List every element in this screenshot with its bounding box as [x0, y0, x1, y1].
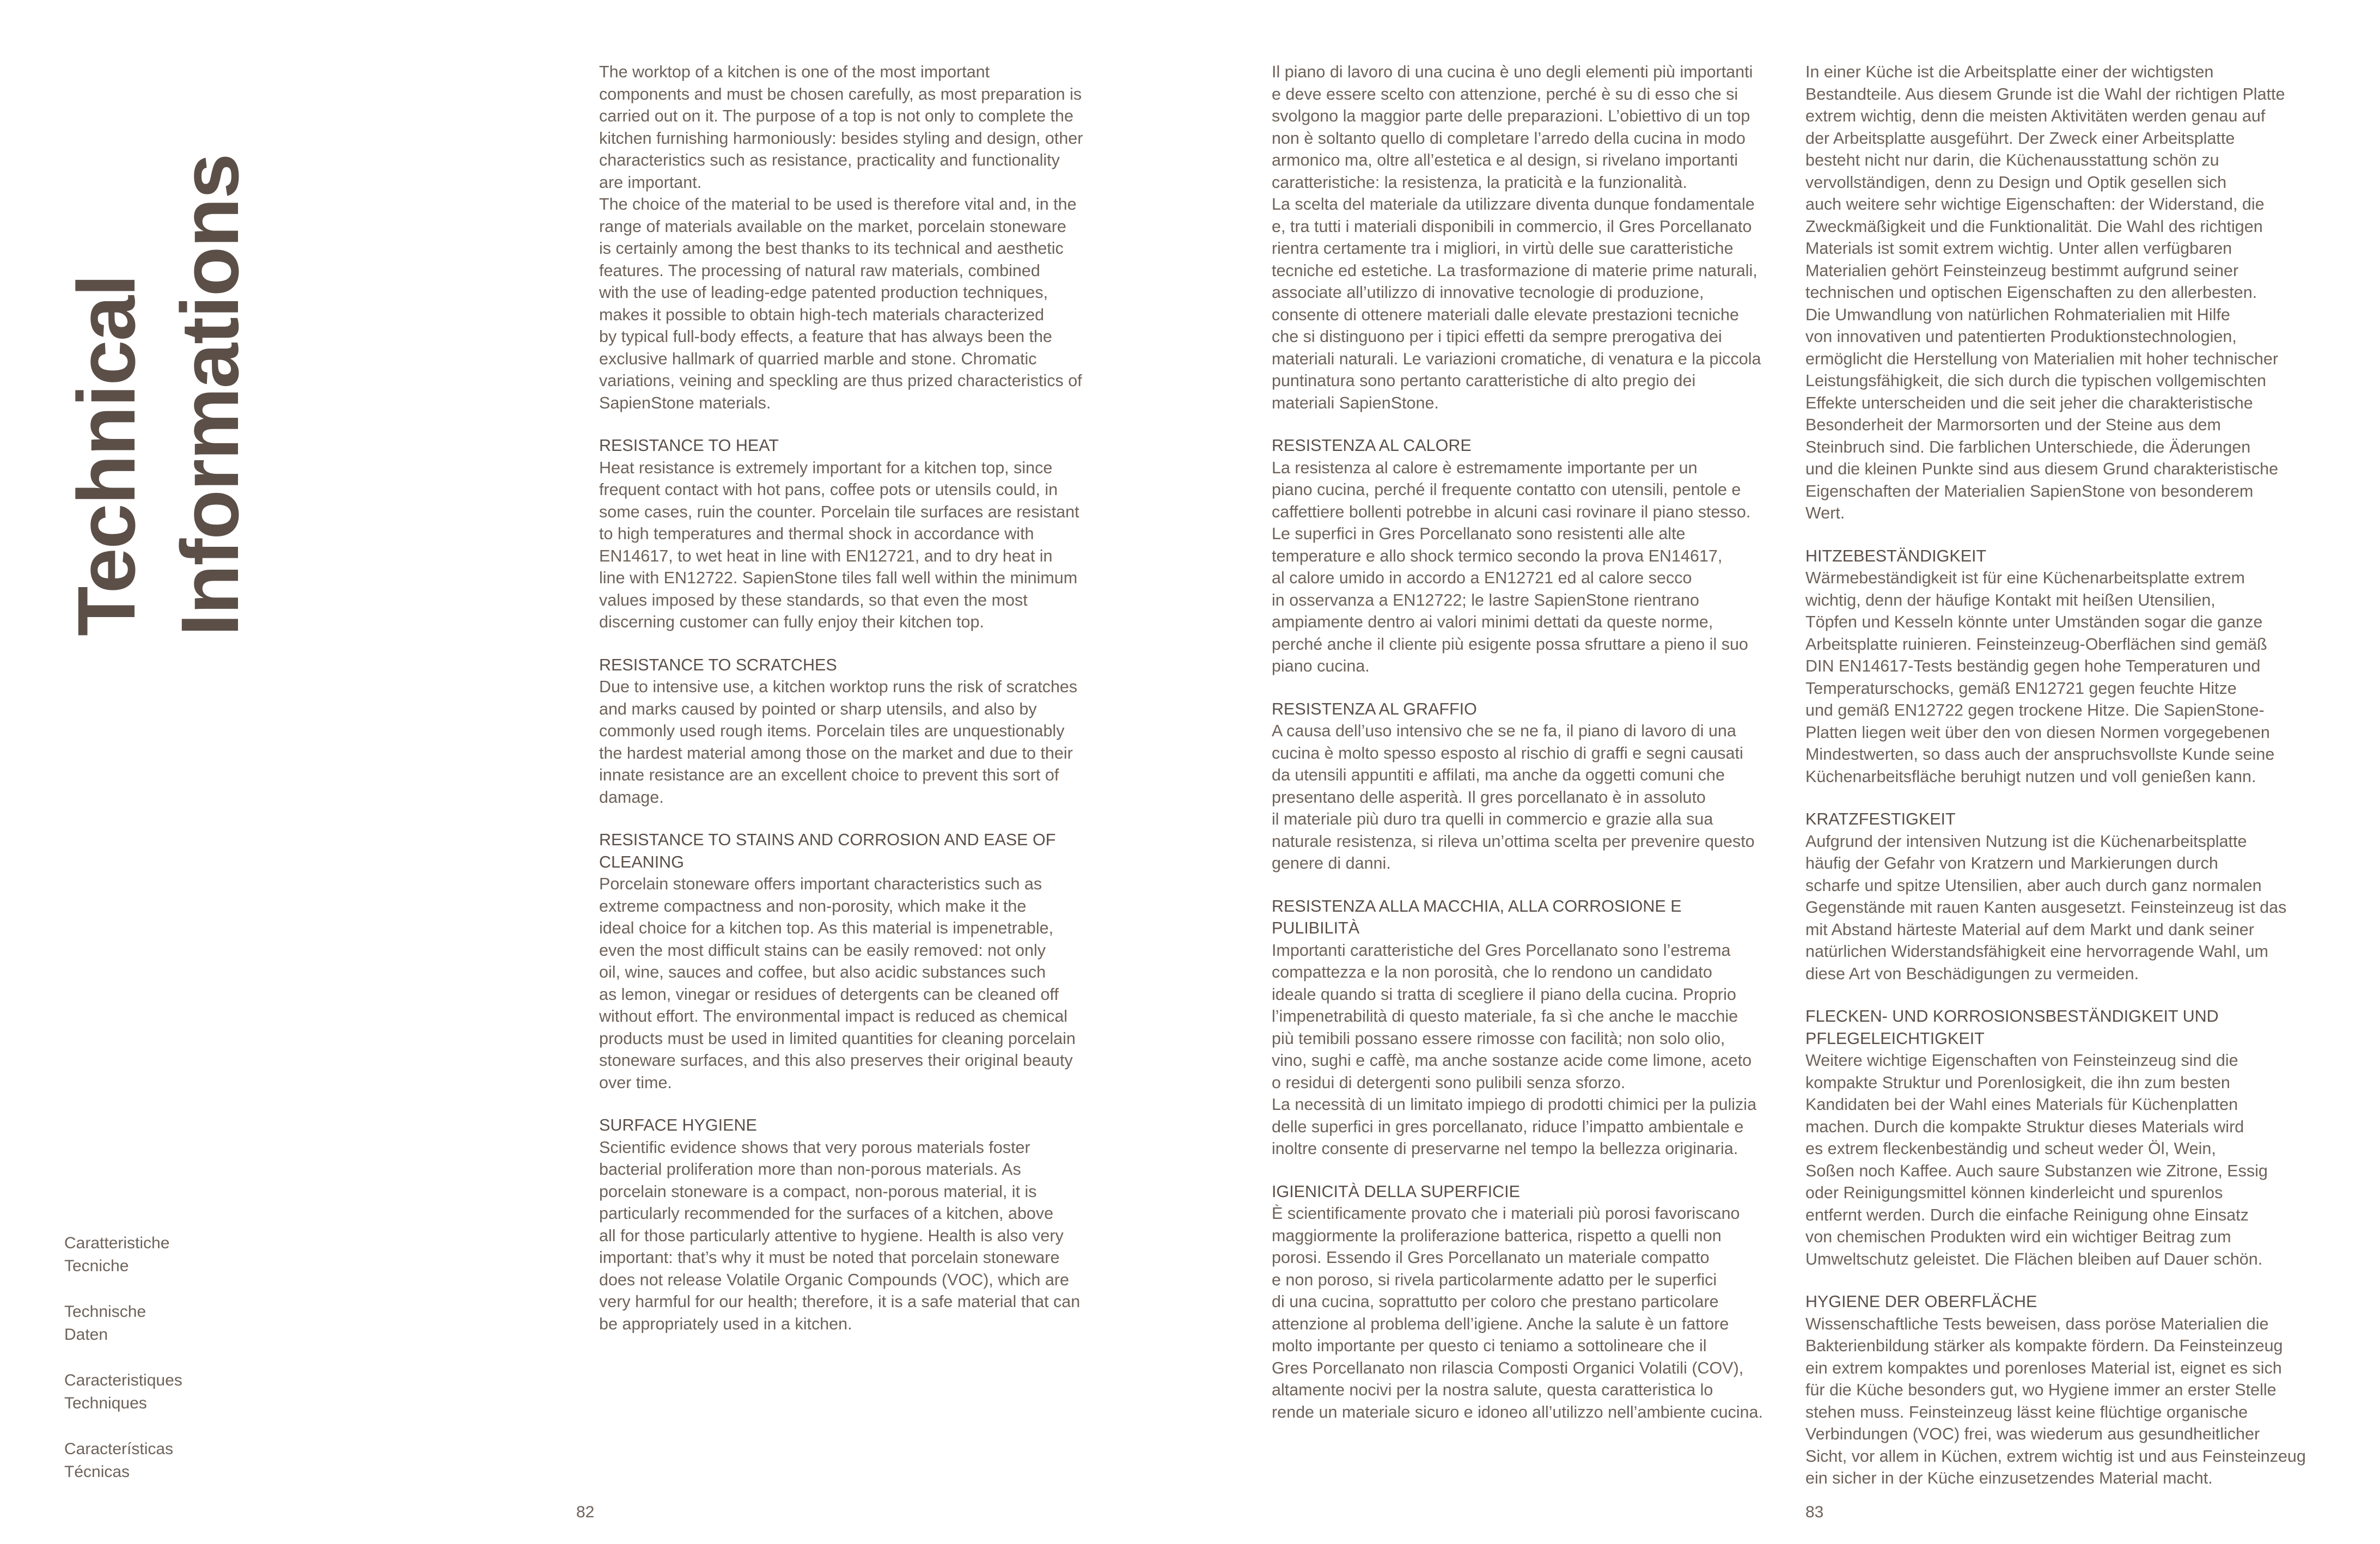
title-line-2: Informations: [164, 154, 255, 636]
section-body: Due to intensive use, a kitchen worktop runs the risk of scratches and marks caused by pointed or sharp utensils, and also by commonly used rough items. Porcelain tiles are unquestionably the hardest material among those on the market and due to their innate resistance are an excellent choice to prevent this sort of damage.: [599, 678, 1078, 807]
english-intro: The worktop of a kitchen is one of the most important components and must be chosen carefully, as most preparation is carried out on it. The purpose of a top is not only to complete the kitchen furnishing harmoniously: besides styling and design, other characteristics such as resistance, practicality and functionality are important. The choice of the material to be used is therefore vital and, in the range of materials available on the market, porcelain stoneware is certainly among the best thanks to its technical and aesthetic features. The processing of natural raw materials, combined with the use of leading-edge patented production techniques, makes it possible to obtain high-tech materials characterized by typical full-body effects, a feature that has always been the exclusive hallmark of quarried marble and stone. Chromatic variations, veining and speckling are thus prized characteristics of SapienStone materials.: [599, 63, 1083, 412]
german-column: [1805, 61, 2312, 1490]
page-number-left: 82: [576, 1503, 595, 1521]
section-heading: HYGIENE DER OBERFLÄCHE: [1805, 1292, 2037, 1311]
language-french: Caracteristiques Techniques: [64, 1371, 182, 1412]
page-number-right: 83: [1805, 1503, 1824, 1521]
section-heading: KRATZFESTIGKEIT: [1805, 810, 1956, 828]
section-body: La resistenza al calore è estremamente importante per un piano cucina, perché il frequente contatto con utensili, pentole e caffettiere bollenti potrebbe in alcuni casi rovinare il piano stesso. Le superfici in Gres Porcellanato sono resistenti alle alte temperature e allo shock termico secondo la prova EN14617, al calore umido in accordo a EN12721 ed al calore secco in osservanza a EN12722; le lastre SapienStone rientrano ampiamente dentro ai valori minimi dettati da queste norme, perché anche il cliente più esigente possa sfruttare a pieno il suo piano cucina.: [1272, 458, 1751, 675]
vertical-title: [54, 59, 255, 636]
section-heading: RESISTANCE TO STAINS AND CORROSION AND EASE OF CLEANING: [599, 831, 1056, 871]
section-heading: RESISTENZA AL CALORE: [1272, 436, 1472, 455]
italian-intro: Il piano di lavoro di una cucina è uno degli elementi più importanti e deve essere scelto con attenzione, perché è su di esso che si svolgono la maggior parte delle preparazioni. L’obiettivo di un top non è soltanto quello di completare l’arredo della cucina in modo armonico ma, oltre all’estetica e al design, si rivelano importanti caratteristiche: la resistenza, la praticità e la funzionalità. La scelta del materiale da utilizzare diventa dunque fondamentale e, tra tutti i materiali disponibili in commercio, il Gres Porcellanato rientra certamente tra i migliori, in virtù delle sue caratteristiche tecniche ed estetiche. La trasformazione di materie prime naturali, associate all’utilizzo di innovative tecnologie di produzione, consente di ottenere materiali dalle elevate prestazioni tecniche che si distinguono per i tipici effetti da sempre prerogativa dei materiali naturali. Le variazioni cromatiche, di venatura e la piccola puntinatura sono pertanto caratteristiche di alto pregio dei materiali SapienStone.: [1272, 63, 1761, 412]
right-page: [1190, 0, 2380, 1544]
language-list: [64, 1232, 239, 1506]
italian-column: [1272, 61, 1778, 1423]
section-body: Wärmebeständigkeit ist für eine Küchenarbeitsplatte extrem wichtig, denn der häufige Kontakt mit heißen Utensilien, Töpfen und Kesseln könnte unter Umständen sogar die ganze Arbeitsplatte ruinieren. Feinsteinzeug-Oberflächen sind gemäß DIN EN14617-Tests beständig gegen hohe Temperaturen und Temperaturschocks, gemäß EN12721 gegen feuchte Hitze und gemäß EN12722 gegen trockene Hitze. Die SapienStone- Platten liegen weit über den von diesen Normen vorgegebenen Mindestwerten, so dass auch der anspruchsvollste Kunde seine Küchenarbeitsfläche beruhigt nutzen und voll genießen kann.: [1805, 569, 2275, 786]
section-body: Scientific evidence shows that very porous materials foster bacterial proliferation more than non-porous materials. As porcelain stoneware is a compact, non-porous material, it is particularly recommended for the surfaces of a kitchen, above all for those particularly attentive to hygiene. Health is also very important: that’s why it must be noted that porcelain stoneware does not release Volatile Organic Compounds (VOC), which are very harmful for our health; therefore, it is a safe material that can be appropriately used in a kitchen.: [599, 1138, 1081, 1333]
section-body: Porcelain stoneware offers important characteristics such as extreme compactness and non-porosity, which make it the ideal choice for a kitchen top. As this material is impenetrable, even the most difficult stains can be easily removed: not only oil, wine, sauces and coffee, but also acidic substances such as lemon, vinegar or residues of detergents can be cleaned off without effort. The environmental impact is reduced as chemical products must be used in limited quantities for cleaning porcelain stoneware surfaces, and this also preserves their original beauty over time.: [599, 875, 1076, 1092]
section-heading: FLECKEN- UND KORROSIONSBESTÄNDIGKEIT UND PFLEGELEICHTIGKEIT: [1805, 1007, 2219, 1048]
section-heading: HITZEBESTÄNDIGKEIT: [1805, 546, 1987, 565]
english-column: [599, 61, 1106, 1335]
section-heading: SURFACE HYGIENE: [599, 1116, 757, 1134]
section-body: A causa dell’uso intensivo che se ne fa, il piano di lavoro di una cucina è molto spesso esposto al rischio di graffi e segni causati da utensili appuntiti e affilati, ma anche da oggetti comuni che presentano delle asperità. Il gres porcellanato è in assoluto il materiale più duro tra quelli in commercio e grazie alla sua naturale resistenza, si rileva un’ottima scelta per prevenire questo genere di danni.: [1272, 722, 1755, 872]
section-body: Aufgrund der intensiven Nutzung ist die Küchenarbeitsplatte häufig der Gefahr von Kratzern und Markierungen durch scharfe und spitze Utensilien, aber auch durch ganz normalen Gegenstände mit rauen Kanten ausgesetzt. Feinsteinzeug ist das mit Abstand härteste Material auf dem Markt und dank seiner natürlichen Widerstandsfähigkeit eine hervorragende Wahl, um diese Art von Beschädigungen zu vermeiden.: [1805, 832, 2287, 983]
language-german: Technische Daten: [64, 1303, 147, 1344]
german-intro: In einer Küche ist die Arbeitsplatte einer der wichtigsten Bestandteile. Aus diesem Grunde ist die Wahl der richtigen Platte extrem wichtig, denn die meisten Aktivitäten werden genau auf der Arbeitsplatte ausgeführt. Der Zweck einer Arbeitsplatte besteht nicht nur darin, die Küchenausstattung schön zu vervollständigen, denn zu Design und Optik gesellen sich auch weitere sehr wichtige Eigenschaften: der Widerstand, die Zweckmäßigkeit und die Funktionalität. Die Wahl des richtigen Materials ist somit extrem wichtig. Unter allen verfügbaren Materialien gehört Feinsteinzeug bestimmt aufgrund seiner technischen und optischen Eigenschaften zu den allerbesten. Die Umwandlung von natürlichen Rohmaterialien mit Hilfe von innovativen und patentierten Produktionstechnologien, ermöglicht die Herstellung von Materialien mit hoher technischer Leistungsfähigkeit, die sich durch die typischen vollgemischten Effekte unterscheiden und die seit jeher die charakteristische Besonderheit der Marmorsorten und der Steine aus dem Steinbruch sind. Die farblichen Unterschiede, die Äderungen und die kleinen Punkte sind aus diesem Grund charakteristische Eigenschaften der Materialien SapienStone von besonderem Wert.: [1805, 63, 2285, 522]
language-spanish: Características Técnicas: [64, 1440, 174, 1481]
section-body: Heat resistance is extremely important for a kitchen top, since frequent contact with hot pans, coffee pots or utensils could, in some cases, ruin the counter. Porcelain tile surfaces are resistant to high temperatures and thermal shock in accordance with EN14617, to wet heat in line with EN12721, and to dry heat in line with EN12722. SapienStone tiles fall well within the minimum values imposed by these standards, so that even the most discerning customer can fully enjoy their kitchen top.: [599, 458, 1079, 631]
section-heading: IGIENICITÀ DELLA SUPERFICIE: [1272, 1182, 1520, 1201]
section-heading: RESISTENZA ALLA MACCHIA, ALLA CORROSIONE E PULIBILITÀ: [1272, 896, 1682, 937]
section-body: Importanti caratteristiche del Gres Porcellanato sono l’estrema compattezza e la non porosità, che lo rendono un candidato ideale quando si tratta di scegliere il piano della cucina. Proprio l’impenetrabilità di questo materiale, fa sì che anche le macchie più temibili possano essere rimosse con facilità; non solo olio, vino, sughi e caffè, ma anche sostanze acide come limone, aceto o residui di detergenti sono pulibili senza sforzo. La necessità di un limitato impiego di prodotti chimici per la pulizia delle superfici in gres porcellanato, riduce l’impatto ambientale e inoltre consente di preservarne nel tempo la bellezza originaria.: [1272, 941, 1757, 1158]
section-body: Wissenschaftliche Tests beweisen, dass poröse Materialien die Bakterienbildung stärker als kompakte fördern. Da Feinsteinzeug ein extrem kompaktes und porenloses Material ist, eignet es sich für die Küche besonders gut, wo Hygiene immer an erster Stelle stehen muss. Feinsteinzeug lässt keine flüchtige organische Verbindungen (VOC) frei, was wiederum aus gesundheitlicher Sicht, vor allem in Küchen, extrem wichtig ist und aus Feinsteinzeug ein sicher in der Küche einzusetzendes Material macht.: [1805, 1314, 2306, 1487]
section-heading: RESISTANCE TO HEAT: [599, 436, 779, 455]
language-italian: Caratteristiche Tecniche: [64, 1234, 170, 1275]
section-heading: RESISTANCE TO SCRATCHES: [599, 655, 837, 674]
section-heading: RESISTENZA AL GRAFFIO: [1272, 699, 1477, 718]
section-body: È scientificamente provato che i materiali più porosi favoriscano maggiormente la proliferazione batterica, rispetto a quelli non porosi. Essendo il Gres Porcellanato un materiale compatto e non poroso, si rivela particolarmente adatto per le superfici di una cucina, soprattutto per coloro che prestano particolare attenzione al problema dell’igiene. Anche la salute è un fattore molto importante per questo ci teniamo a sottolineare che il Gres Porcellanato non rilascia Composti Organici Volatili (COV), altamente nocivi per la nostra salute, questa caratteristica lo rende un materiale sicuro e idoneo all’utilizzo nell’ambiente cucina.: [1272, 1204, 1763, 1421]
title-line-1: Technical: [60, 275, 152, 636]
section-body: Weitere wichtige Eigenschaften von Feinsteinzeug sind die kompakte Struktur und Porenlosigkeit, die ihn zum besten Kandidaten bei der Wahl eines Materials für Küchenplatten machen. Durch die kompakte Struktur dieses Materials wird es extrem fleckenbeständig und scheut weder Öl, Wein, Soßen noch Kaffee. Auch saure Substanzen wie Zitrone, Essig oder Reinigungsmittel können kinderleicht und spurenlos entfernt werden. Durch die einfache Reinigung ohne Einsatz von chemischen Produkten wird ein wichtiger Beitrag zum Umweltschutz geleistet. Die Flächen bleiben auf Dauer schön.: [1805, 1051, 2268, 1268]
